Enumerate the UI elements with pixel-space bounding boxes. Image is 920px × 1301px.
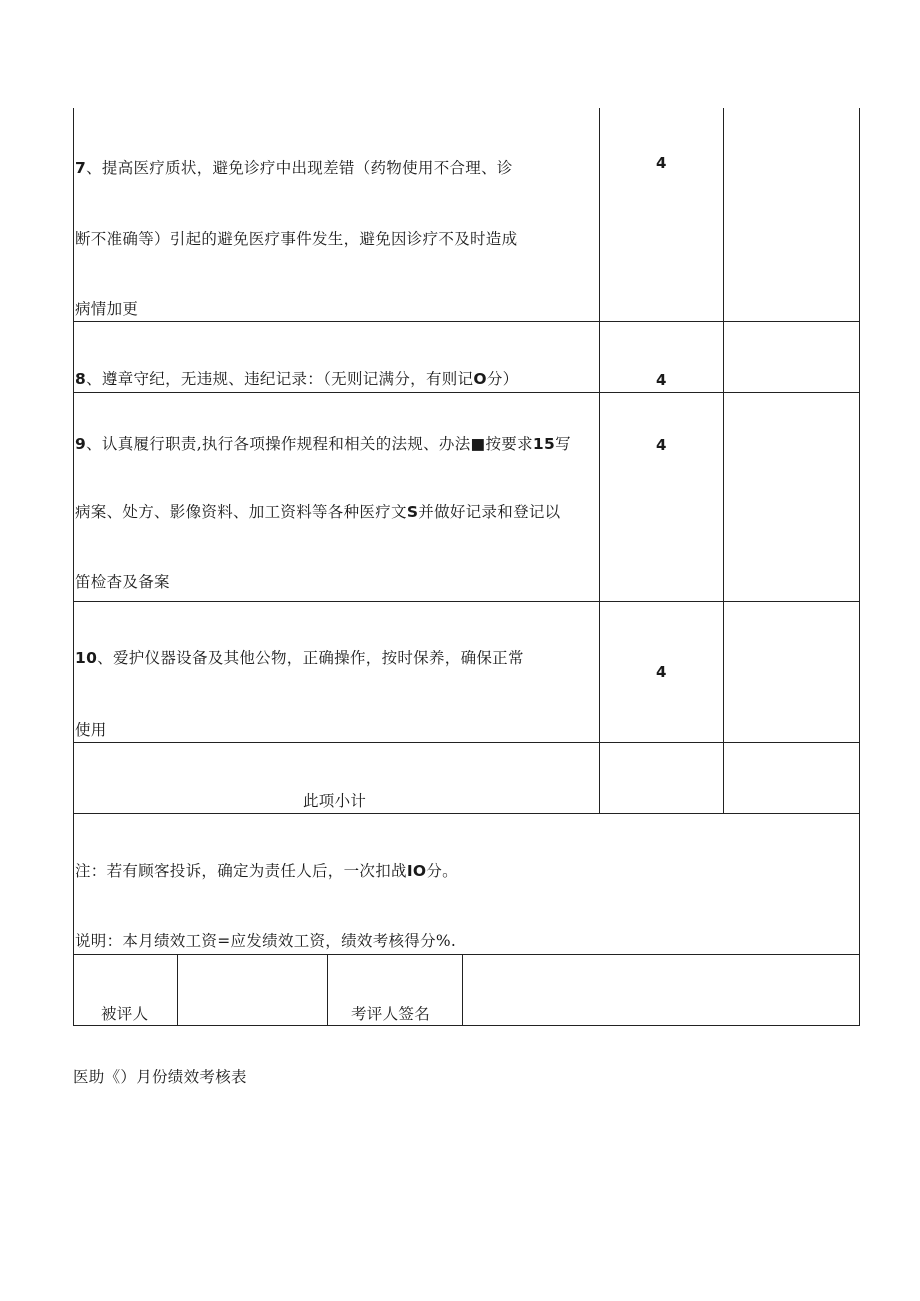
complaint-note: 注：若有顾客投诉，确定为责任人后，一次扣战IO分。 <box>75 862 458 880</box>
signature-divider-2 <box>327 954 328 1026</box>
item-9-score: 4 <box>656 436 667 454</box>
table-bottom-border <box>73 1025 860 1026</box>
salary-explanation: 说明：本月绩效工资=应发绩效工资，绩效考核得分%. <box>75 932 457 950</box>
item-10-score: 4 <box>656 663 667 681</box>
row-divider-8 <box>73 392 860 393</box>
signature-divider-1 <box>177 954 178 1026</box>
signature-divider-3 <box>462 954 463 1026</box>
item-7-line-3: 病情加更 <box>75 300 139 318</box>
item-9-line-1: 9、认真履行职责,执行各项操作规程和相关的法规、办法■按要求15写 <box>75 435 571 453</box>
assessee-label: 被评人 <box>101 1005 149 1023</box>
row-divider-note <box>73 954 860 955</box>
border-right <box>859 108 860 1026</box>
row-divider-10 <box>73 742 860 743</box>
item-7-line-1: 7、提高医疗质状，避免诊疗中出现差错（药物使用不合理、诊 <box>75 159 513 177</box>
remark-column-divider <box>723 108 724 813</box>
item-9-line-3: 笛检杳及备案 <box>75 573 170 591</box>
score-column-divider <box>599 108 600 813</box>
row-divider-9 <box>73 601 860 602</box>
item-10-line-1: 10、爱护仪器设备及其他公物，正确操作，按时保养，确保正常 <box>75 649 524 667</box>
subtotal-label: 此项小计 <box>303 792 367 810</box>
border-left <box>73 108 74 1026</box>
item-9-line-2: 病案、处方、影像资料、加工资料等各种医疗文S并做好记录和登记以 <box>75 503 561 521</box>
item-10-line-2: 使用 <box>75 721 107 739</box>
row-divider-7 <box>73 321 860 322</box>
item-8-score: 4 <box>656 371 667 389</box>
assessor-signature-label: 考评人签名 <box>351 1005 431 1023</box>
item-8-line-1: 8、遵章守纪，无违规、违纪记录：（无则记满分，有则记O分） <box>75 370 519 388</box>
item-7-line-2: 断不准确等）引起的避免医疗事件发生，避免因诊疗不及时造成 <box>75 230 518 248</box>
item-7-score: 4 <box>656 154 667 172</box>
row-divider-subtotal <box>73 813 860 814</box>
form-title: 医助《）月份绩效考核表 <box>73 1068 247 1086</box>
